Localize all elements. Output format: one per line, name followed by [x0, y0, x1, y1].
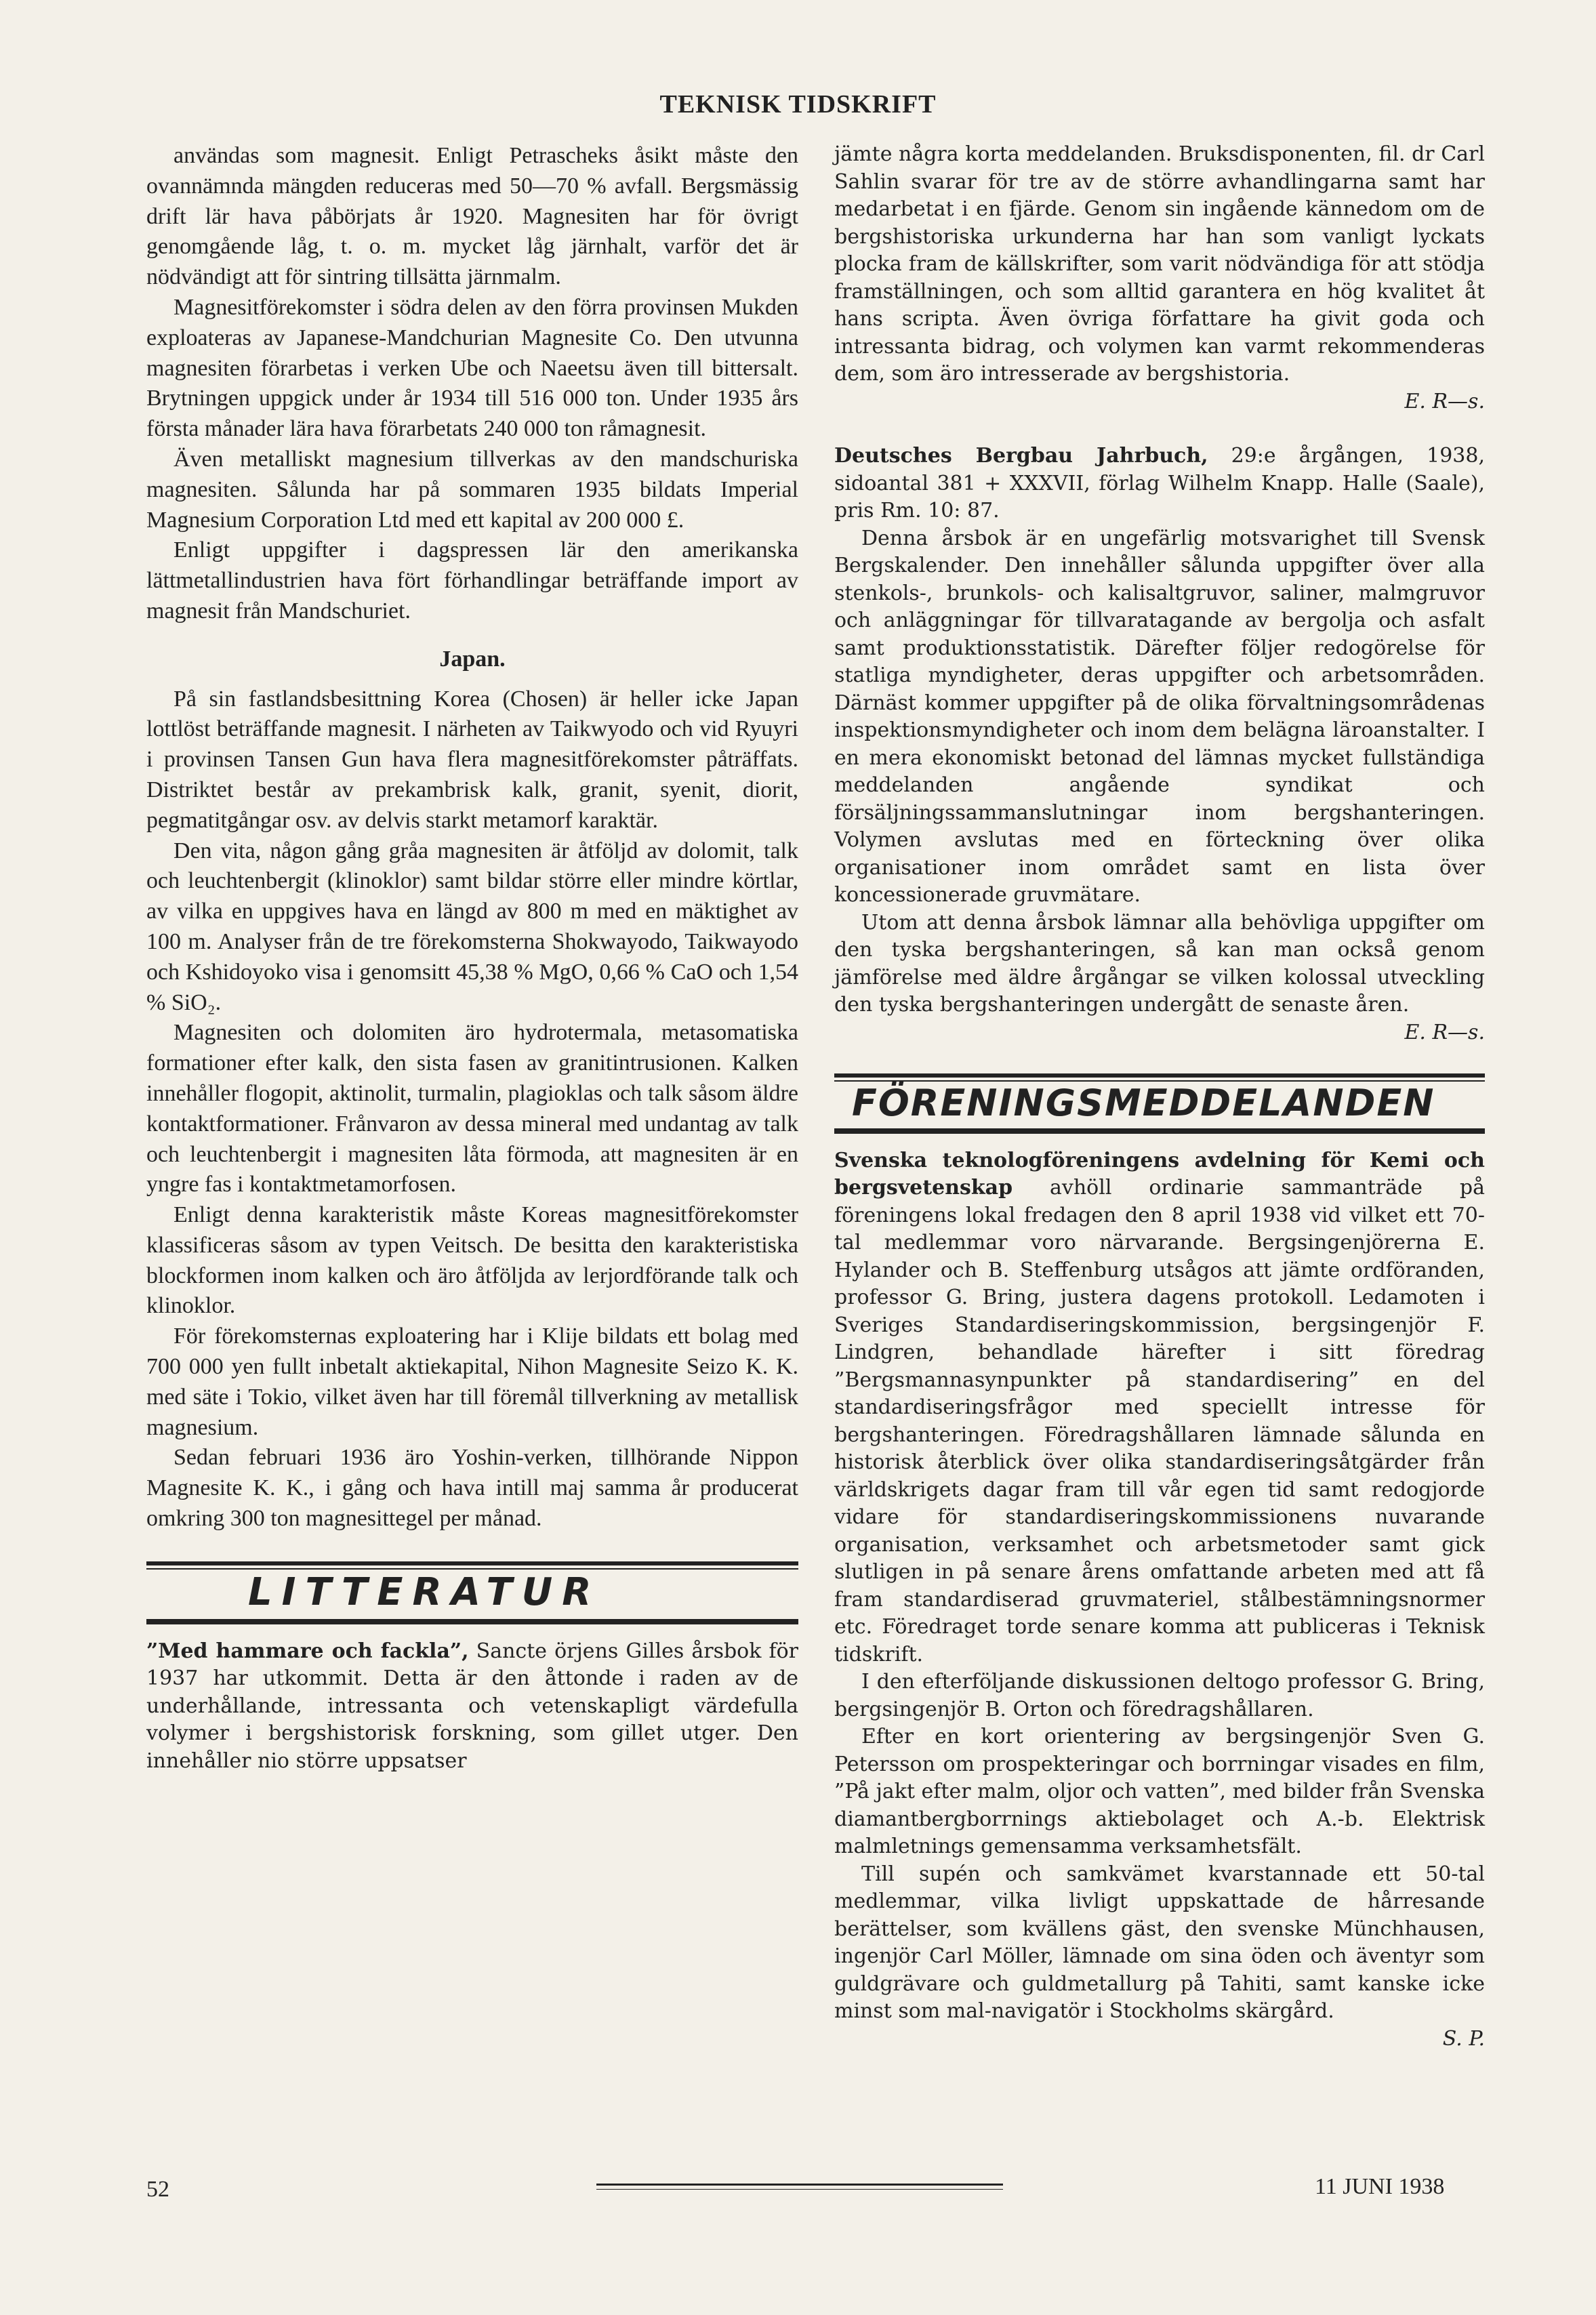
paragraph: Sedan februari 1936 äro Yoshin-verken, tillhörande Nippon Magnesite K. K., i gång och hava intill maj samma år producerat omkring 300 ton magnesittegel per månad.	[146, 1445, 798, 1532]
paragraph: Utom att denna årsbok lämnar alla behövliga uppgifter om den tyska bergshanteringen, så kan man också genom jämförelse med äldre årgångar se vilken kolossal utveckling den tyska bergshanteringen undergått de senaste åren.	[834, 910, 1485, 1017]
review-paragraph	[146, 1638, 798, 1776]
masthead: TEKNISK TIDSKRIFT	[659, 90, 937, 119]
section-heading-japan: Japan.	[439, 646, 506, 672]
paragraph: Den vita, någon gång gråa magnesiten är åtföljd av dolomit, talk och leuchtenbergit (klinoklor) samt bildar större eller mindre körtlar, av vilka en uppgives hava en längd av 800 m med en mäktighet av 100 m. Analyser från de tre förekomsterna Shokwayodo, Taikwayodo och Kshidoyoko visa i genomsitt 45,38 % MgO, 0,66 % CaO och 1,54 % SiO₂.	[146, 838, 798, 1015]
association-report	[834, 1147, 1485, 1669]
issue-date: 11 JUNI 1938	[1315, 2174, 1445, 2199]
review-text: Sancte örjens Gilles årsbok för 1937 har utkommit. Detta är den åttonde i raden av de underhållande, intressanta och vetenskapligt värdefulla volymer i bergshistorisk forskning, som gillet utger. Den innehåller nio större uppsatser	[146, 1639, 798, 1773]
paragraph: Denna årsbok är en ungefärlig motsvarighet till Svensk Bergskalender. Den innehåller sålunda uppgifter över alla stenkols-, brunkols- och kalisaltgruvor, saliner, malmgruvor och anläggningar för tillvaratagande av bergolja och asfalt samt produktionsstatistik. Därefter följer redogörelse för statliga myndigheter, deras uppgifter och arbetsområden. Därnäst kommer uppgifter på de olika förvaltningsområdenas inspektionsmyndigheter och inom dem belägna läroanstalter. I en mera ekonomiskt betonad del lämnas mycket fullständiga meddelanden angående syndikat och försäljningssammanslutningar inom bergshanteringen. Volymen avslutas med en förteckning över olika organisationer inom området samt en lista över koncessionerade gruvmätare.	[834, 526, 1485, 907]
paragraph: Även metalliskt magnesium tillverkas av den mandschuriska magnesiten. Sålunda har på sommaren 1935 bildats Imperial Magnesium Corporation Ltd med ett kapital av 200 000 £.	[146, 446, 798, 533]
paragraph: Efter en kort orientering av bergsingenjör Sven G. Petersson om prospekteringar och borrningar visades en film, ”På jakt efter malm, oljor och vatten”, med bilder från Svenska diamantbergborrnings aktiebolaget och A.-b. Elektrisk malmletnings gemensamma verksamhetsfält.	[834, 1725, 1485, 1858]
divider	[146, 1561, 798, 1565]
section-title-litteratur: LITTERATUR	[248, 1570, 601, 1614]
divider	[834, 1073, 1485, 1078]
litteratur-banner	[146, 1561, 798, 1624]
paragraph: användas som magnesit. Enligt Petrascheks åsikt måste den ovannämnda mängden reduceras med 50—70 % avfall. Bergsmässig drift lär hava påbörjats år 1920. Magnesiten har för övrigt genomgående låg, t. o. m. mycket låg järnhalt, varför det är nödvändigt att för sintring tillsätta järnmalm.	[146, 143, 798, 290]
paragraph: Magnesiten och dolomiten äro hydrotermala, metasomatiska formationer efter kalk, den sista fasen av granitintrusionen. Kalken innehåller flogopit, aktinolit, turmalin, plagioklas och talk såsom äldre kontaktformationer. Frånvaron av dessa mineral med undantag av talk och leuchtenbergit i magnesiten låta förmoda, att magnesiten är en yngre fas i kontaktmetamorfosen.	[146, 1020, 798, 1197]
footer-divider	[596, 2184, 1003, 2186]
page-number: 52	[146, 2177, 169, 2202]
left-column	[146, 141, 798, 1775]
divider	[834, 1130, 1485, 1134]
footer-divider	[596, 2189, 1003, 2190]
book-title: Deutsches Bergbau Jahrbuch,	[834, 444, 1208, 468]
paragraph: För förekomsternas exploatering har i Klije bildats ett bolag med 700 000 yen fullt inbetalt aktiekapital, Nihon Magnesite Seizo K. K. med säte i Tokio, vilket även har till föremål tillverkning av metallisk magnesium.	[146, 1324, 798, 1440]
signature: E. R—s.	[1404, 1020, 1485, 1044]
bibliographic-entry	[834, 443, 1485, 525]
signature: E. R—s.	[1404, 389, 1485, 413]
book-details: 29:e årgången, 1938, sidoantal 381 + XXXVII, förlag Wilhelm Knapp. Halle (Saale), pris Rm. 10: 87.	[834, 444, 1485, 523]
review-continuation: jämte några korta meddelanden. Bruksdisponenten, fil. dr Carl Sahlin svarar för tre av de större avhandlingarna samt har medarbetat i en fjärde. Genom sin ingående kännedom om de bergshistoriska urkunderna har han som vanligt lyckats plocka fram de källskrifter, som varit nödvändiga för att stödja framställningen, och som alltid garantera en hög kvalitet åt hans scripta. Även övriga författare ha givit goda och intressanta bidrag, och volymen kan varmt rekommenderas dem, som äro intresserade av bergshistoria.	[834, 142, 1485, 386]
association-name: Svenska teknologföreningens avdelning för Kemi och bergsvetenskap	[834, 1148, 1485, 1200]
association-text: avhöll ordinarie sammanträde på föreningens lokal fredagen den 8 april 1938 vid vilket ett 70-tal medlemmar voro närvarande. Bergsingenjörerna E. Hylander och B. Steffenburg utsågos att jämte ordföranden, professor G. Bring, justera dagens protokoll. Ledamoten i Sveriges Standardiseringskommission, bergsingenjör F. Lindgren, behandlade härefter i sitt föredrag ”Bergsmannasynpunkter på standardisering” en del standardiseringsfrågor med speciellt intresse för bergshanteringen. Föredragshållaren lämnade sålunda en historisk återblick över olika standardiseringsåtgärder från världskrigets dagar fram till vår egen tid samt redogjorde vidare för standardiseringskommissionens nuvarande organisation, verksamhet och arbetsmetoder samt gick slutligen in på senare årens omfattande arbeten med att få fram standardiserad gruvmateriel, stålbestämningsnormer etc. Föredraget torde senare komma att publiceras i Teknisk tidskrift.	[834, 1176, 1485, 1666]
paragraph: På sin fastlandsbesittning Korea (Chosen) är heller icke Japan lottlöst beträffande magnesit. I närheten av Taikwyodo och vid Ryuyri i provinsen Tansen Gun hava flera magnesitförekomster påträffats. Distriktet består av prekambrisk kalk, granit, syenit, diorit, pegmatitgångar osv. av delvis starkt metamorf karaktär.	[146, 686, 798, 833]
paragraph: Enligt denna karakteristik måste Koreas magnesitförekomster klassificeras såsom av typen Veitsch. De besitta den karakteristiska blockformen inom kalken och äro åtföljda av lerjordförande talk och klinoklor.	[146, 1202, 798, 1319]
paragraph: Enligt uppgifter i dagspressen lär den amerikanska lättmetallindustrien hava fört förhandlingar beträffande import av magnesit från Mandschuriet.	[146, 537, 798, 623]
divider	[146, 1620, 798, 1624]
paragraph: Till supén och samkvämet kvarstannade ett 50-tal medlemmar, vilka livligt uppskattade de hårresande berättelser, som kvällens gäst, den svenske Münchhausen, ingenjör Carl Möller, lämnade om sina öden och äventyr som guldgrävare och guldmetallurg på Tahiti, samt kanske icke minst som mal-navigatör i Stockholms skärgård.	[834, 1862, 1485, 2023]
paragraph: I den efterföljande diskussionen deltogo professor G. Bring, bergsingenjör B. Orton och föredragshållaren.	[834, 1670, 1485, 1721]
signature: S. P.	[1442, 2026, 1485, 2051]
section-title-foreningsmeddelanden: FÖRENINGSMEDDELANDEN	[852, 1082, 1435, 1124]
right-column	[834, 141, 1485, 2053]
review-title: ”Med hammare och fackla”,	[146, 1639, 469, 1663]
paragraph: Magnesitförekomster i södra delen av den förra provinsen Mukden exploateras av Japanese-Mandchurian Magnesite Co. Den utvunna magnesiten förarbetas i verken Ube och Naeetsu även till bittersalt. Brytningen uppgick under år 1934 till 516 000 ton. Under 1935 års första månader lära hava förarbetats 240 000 ton råmagnesit.	[146, 294, 798, 442]
foreningsmeddelanden-banner	[834, 1073, 1485, 1134]
